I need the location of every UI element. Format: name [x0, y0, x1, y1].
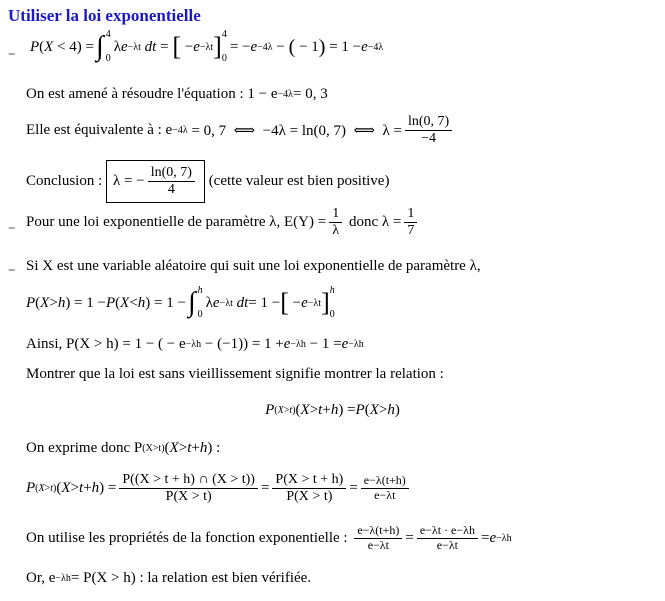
bullet-dash: – — [8, 44, 16, 62]
section-title: Utiliser la loi exponentielle — [8, 6, 201, 25]
text-equivalente: Elle est équivalente à : e −4λ = 0, 7 ⟺ −4λ = ln(0, 7) ⟺ λ = $\frac{\ln(0, 7)}{-4}$ — [26, 114, 455, 147]
text-resoudre: On est amené à résoudre l'équation : 1 − e −4λ = 0, 3 — [26, 86, 328, 102]
text-or: Or, e −λh = P(X > h) : la relation est bien vérifiée. — [26, 570, 312, 586]
bullet-dash: – — [8, 260, 16, 278]
text-esperance: Pour une loi exponentielle de paramètre λ, E(Y) = $\frac{1}{\lambda}$ donc λ = $\frac{1}{7}$ — [26, 206, 420, 239]
text-montrer: Montrer que la loi est sans vieillissement signifie montrer la relation : — [26, 366, 444, 382]
equation-survival: P ( X > h ) = 1 − P ( X < h ) = 1 − ∫ h 0 λ e −λt dt = 1 − [ − e −λt ] h 0 — [26, 285, 335, 320]
text-si-x: Si X est une variable aléatoire qui suit une loi exponentielle de paramètre λ, — [26, 258, 481, 274]
equation-integral: P ( X < 4) = ∫ 4 0 λ e −λt dt = [ − e −λt ] 4 0 = − e −4λ − ( − 1 ) = 1 − e −4λ — [30, 29, 384, 64]
text-conclusion: Conclusion : λ = − $\frac{\ln(0, 7)}{4}$ (cette valeur est bien positive) — [26, 160, 389, 203]
text-on-exprime: On exprime donc P (X>t) ( X > t + h ) : — [26, 440, 221, 456]
boxed-result: λ = − $\frac{\ln(0, 7)}{4}$ — [106, 160, 205, 203]
equation-memoryless: P (X>t) ( X > t + h ) = P ( X > h ) — [265, 402, 400, 418]
bullet-dash: – — [8, 218, 16, 236]
text-on-utilise: On utilise les propriétés de la fonction exponentielle : $\frac{e-\lambda(t+h)}{e-\lambda t}$ = $\frac{e-\lambda t \cdot e-\lambda h}{e-\lambda t}$ = e −λh — [26, 523, 512, 552]
text-ainsi: Ainsi, P(X > h) = 1 − ( − e −λh − (−1)) = 1 + e −λh − 1 = e −λh — [26, 336, 364, 352]
equation-conditional: P (X>t) ( X > t + h ) = $\frac{P((X > t + h) \cap (X > t))}{P(X > t)}$ = $\frac{P(X > t + h)}{P(X > t)}$ = $\frac{e-\lambda(t+h)}{e-\lambda t}$ — [26, 472, 412, 505]
